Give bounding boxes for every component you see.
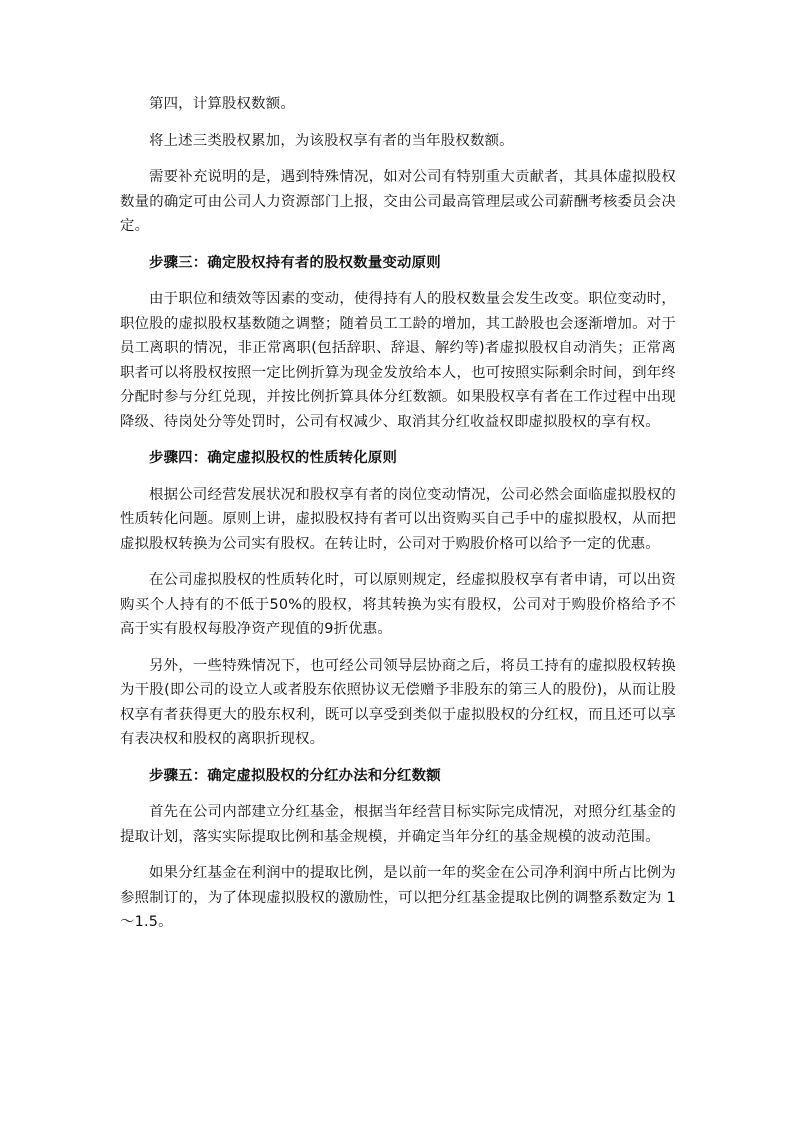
paragraph-share-change: 由于职位和绩效等因素的变动，使得持有人的股权数量会发生改变。职位变动时，职位股的虚拟股权基数随之调整；随着员工工龄的增加，其工龄股也会逐渐增加。对于员工离职的情况，非正常离职(包括辞职、辞退、解约等)者虚拟股权自动消失；正常离职者可以将股权按照一定比例折算为现金发放给本人，也可按照实际剩余时间，到年终分配时参与分红兑现，并按比例折算具体分红数额。如果股权享有者在工作过程中出现降级、待岗处分等处罚时，公司有权减少、取消其分红收益权即虚拟股权的享有权。 — [120, 291, 676, 430]
document-body — [120, 92, 676, 947]
paragraph-dividend-fund: 首先在公司内部建立分红基金，根据当年经营目标实际完成情况，对照分红基金的提取计划，落实实际提取比例和基金规模，并确定当年分红的基金规模的波动范围。 — [120, 804, 676, 845]
paragraph-sum-shares: 将上述三类股权累加，为该股权享有者的当年股权数额。 — [149, 132, 514, 149]
paragraph-dry-shares: 另外，一些特殊情况下，也可经公司领导层协商之后，将员工持有的虚拟股权转换为干股(即公司的设立人或者股东依照协议无偿赠予非股东的第三人的股份)，从而让股权享有者获得更大的股东权利，既可以享受到类似于虚拟股权的分红权，而且还可以享有表决权和股权的离职折现权。 — [120, 657, 676, 747]
paragraph-supplement-note: 需要补充说明的是，遇到特殊情况，如对公司有特别重大贡献者，其具体虚拟股权数量的确定可由公司人力资源部门上报，交由公司最高管理层或公司薪酬考核委员会决定。 — [120, 169, 676, 234]
heading-step-three: 步骤三：确定股权持有者的股权数量变动原则 — [149, 254, 441, 271]
heading-step-five: 步骤五：确定虚拟股权的分红办法和分红数额 — [149, 767, 441, 784]
paragraph-step4-calc: 第四，计算股权数额。 — [149, 96, 295, 112]
paragraph-conversion-intro: 根据公司经营发展状况和股权享有者的岗位变动情况，公司必然会面临虚拟股权的性质转化问题。原则上讲，虚拟股权持有者可以出资购买自己手中的虚拟股权，从而把虚拟股权转换为公司实有股权。在转让时，公司对于购股价格可以给予一定的优惠。 — [120, 486, 676, 552]
heading-step-four: 步骤四：确定虚拟股权的性质转化原则 — [149, 450, 398, 466]
paragraph-conversion-rule: 在公司虚拟股权的性质转化时，可以原则规定，经虚拟股权享有者申请，可以出资购买个人持有的不低于50%的股权，将其转换为实有股权，公司对于购股价格给予不高于实有股权每股净资产现值的9折优惠。 — [120, 572, 676, 637]
paragraph-fund-ratio: 如果分红基金在利润中的提取比例，是以前一年的奖金在公司净利润中所占比例为参照制订的，为了体现虚拟股权的激励性，可以把分红基金提取比例的调整系数定为 1～1.5。 — [120, 865, 676, 930]
